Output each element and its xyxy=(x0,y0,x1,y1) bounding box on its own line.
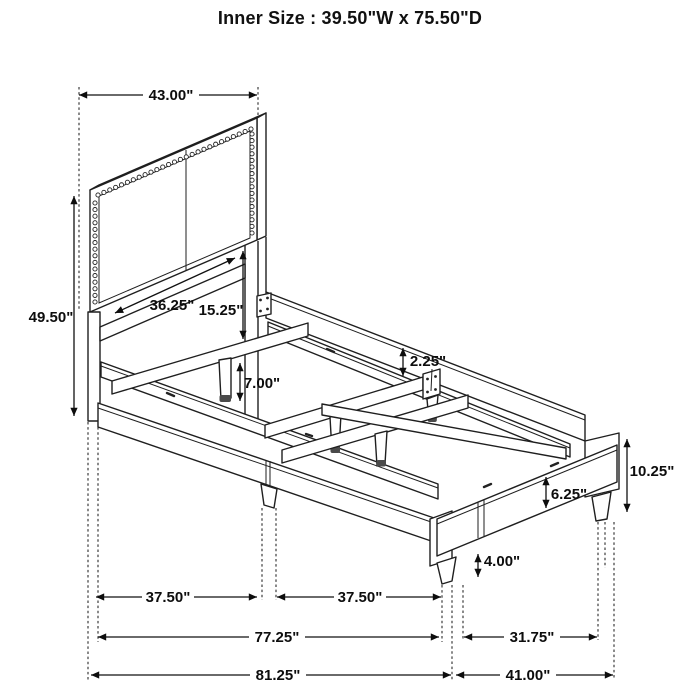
dim-label-overall-width-diag: 41.00" xyxy=(505,667,551,684)
dim-foot-leg-to-end xyxy=(464,629,597,646)
dim-label-length-to-foot-leg: 77.25" xyxy=(254,629,300,646)
foot-far-leg xyxy=(592,492,611,521)
diagram-title: Inner Size : 39.50"W x 75.50"D xyxy=(217,8,483,28)
dim-label-overall-length: 81.25" xyxy=(255,667,301,684)
headboard-rail-bracket xyxy=(257,293,271,317)
dim-foot-leg-height xyxy=(478,553,520,577)
dim-label-panel-to-slat: 15.25" xyxy=(198,302,244,319)
bed-frame-drawing xyxy=(88,113,619,584)
dim-footboard-corner-height xyxy=(627,439,674,512)
dim-label-foot-leg-height: 4.00" xyxy=(483,553,521,570)
dim-overall-width-diag xyxy=(456,667,613,684)
headboard-right-strip xyxy=(257,113,266,240)
dim-label-footboard-corner-height: 10.25" xyxy=(629,463,675,480)
dim-label-slat-drop: 2.25" xyxy=(409,353,447,370)
dim-head-section-length xyxy=(96,589,257,606)
dim-label-headboard-width: 43.00" xyxy=(148,87,194,104)
dim-label-head-section-length: 37.50" xyxy=(145,589,191,606)
dim-length-to-foot-leg xyxy=(98,629,439,646)
dim-label-headboard-height: 49.50" xyxy=(28,309,74,326)
dim-label-foot-section-length: 37.50" xyxy=(337,589,383,606)
foot-rail xyxy=(437,445,617,556)
dim-label-side-rail-height: 6.25" xyxy=(550,486,588,503)
dim-headboard-width xyxy=(79,87,257,104)
dim-label-center-leg-height: 7.00" xyxy=(243,375,281,392)
near-rail-middle-leg xyxy=(261,484,277,508)
dim-label-foot-leg-to-end: 31.75" xyxy=(509,629,555,646)
dim-label-headboard-inner-width: 36.25" xyxy=(149,297,195,314)
dim-overall-length xyxy=(91,667,451,684)
slat-1-leg xyxy=(219,358,231,400)
dim-center-leg-height xyxy=(240,363,280,401)
headboard-far-post xyxy=(245,237,266,424)
dim-headboard-height xyxy=(29,196,74,416)
dim-foot-section-length xyxy=(277,589,441,606)
